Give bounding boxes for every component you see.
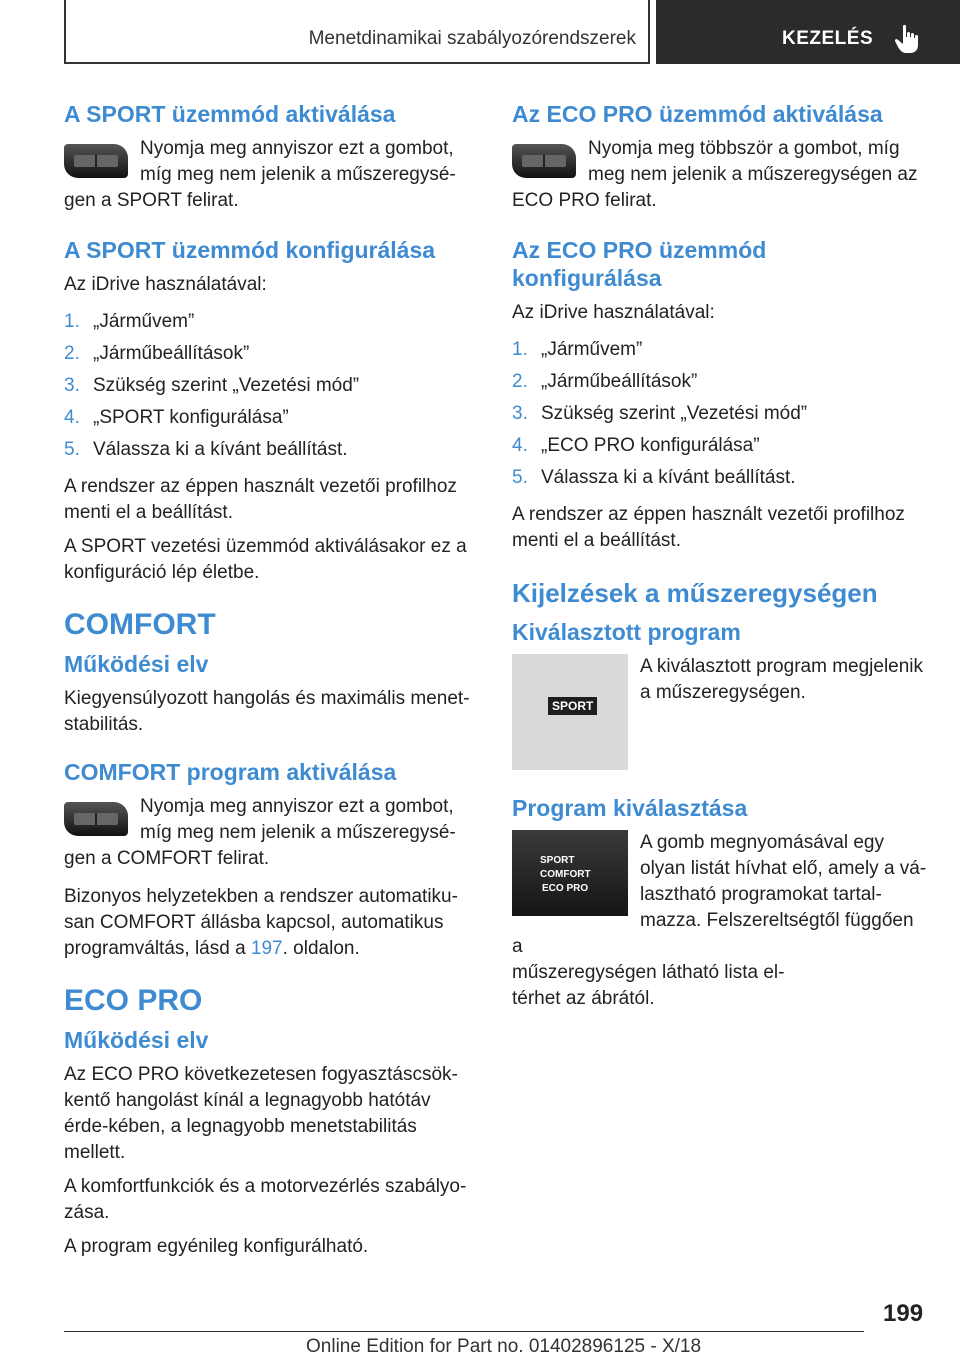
eco-config-intro: Az iDrive használatával: (512, 302, 715, 323)
comfort-title: COMFORT (64, 608, 216, 641)
eco-config-para-1: A rendszer az éppen használt vezetői profilhoz menti el a beállítást. (512, 504, 905, 551)
step-number: 2. (512, 371, 528, 392)
driving-mode-button-icon (64, 144, 128, 178)
hand-pointer-icon (894, 24, 920, 54)
list-item (512, 430, 928, 462)
left-column (64, 100, 480, 1268)
step-text: „Járművem” (93, 311, 195, 332)
list-item (512, 334, 928, 366)
comfort-activate-text-3: gen a COMFORT felirat. (64, 848, 270, 869)
sport-config-para-1: A rendszer az éppen használt vezetői profilhoz menti el a beállítást. (64, 476, 457, 523)
comfort-auto-text: Bizonyos helyzetekben a rendszer automatiku‐san COMFORT állásba kapcsol, automatikus programváltás, lásd a (64, 886, 458, 959)
step-number: 1. (512, 339, 528, 360)
step-text: „Járművem” (541, 339, 643, 360)
program-list-item: SPORT (540, 855, 575, 866)
step-text: „SPORT konfigurálása” (93, 407, 289, 428)
sport-activate-text-2: míg meg nem jelenik a műszeregysé‐ (140, 164, 456, 185)
eco-principle-heading: Működési elv (64, 1027, 209, 1053)
sport-config-heading: A SPORT üzemmód konfigurálása (64, 237, 436, 263)
program-select-text-5: műszeregységen látható lista el‐ (512, 962, 785, 983)
step-text: Válassza ki a kívánt beállítást. (541, 467, 796, 488)
sport-activate-heading: A SPORT üzemmód aktiválása (64, 101, 396, 127)
list-item (512, 462, 928, 494)
program-list-item: ECO PRO (542, 883, 589, 894)
step-number: 3. (512, 403, 528, 424)
section-tab[interactable] (656, 0, 960, 64)
eco-activate-text-1: Nyomja meg többször a gombot, míg (588, 138, 900, 159)
step-text: „Járműbeállítások” (93, 343, 250, 364)
selected-program-block (512, 654, 928, 774)
selected-program-text: A kiválasztott program megjelenik a műszeregységen. (640, 656, 924, 703)
program-select-text-3: lasztható programokat tartal‐ (640, 884, 882, 905)
sport-activate-text-1: Nyomja meg annyiszor ezt a gombot, (140, 138, 454, 159)
program-select-text-4: mazza. Felszereltségtől függően a (512, 910, 914, 957)
right-column (512, 100, 928, 1012)
program-list-item: COMFORT (540, 869, 591, 880)
step-text: „Járműbeállítások” (541, 371, 698, 392)
comfort-activate-heading: COMFORT program aktiválása (64, 759, 397, 785)
eco-activate-text-3: ECO PRO felirat. (512, 190, 657, 211)
step-text: Válassza ki a kívánt beállítást. (93, 439, 348, 460)
sport-config-para-2: A SPORT vezetési üzemmód aktiválásakor ez a konfiguráció lép életbe. (64, 536, 467, 583)
program-select-text-1: A gomb megnyomásával egy (640, 832, 884, 853)
eco-para-3: A program egyénileg konfigurálható. (64, 1236, 369, 1257)
eco-config-heading: Az ECO PRO üzemmód konfigurálása (512, 237, 767, 291)
step-text: Szükség szerint „Vezetési mód” (93, 375, 360, 396)
comfort-principle-heading: Működési elv (64, 651, 209, 677)
section-tab-label: KEZELÉS (782, 28, 874, 49)
sport-config-intro: Az iDrive használatával: (64, 274, 267, 295)
program-list-image (512, 830, 628, 916)
comfort-activate-text-1: Nyomja meg annyiszor ezt a gombot, (140, 796, 454, 817)
step-text: Szükség szerint „Vezetési mód” (541, 403, 808, 424)
comfort-auto-text-end: . oldalon. (282, 938, 360, 959)
step-number: 4. (512, 435, 528, 456)
driving-mode-button-icon (64, 802, 128, 836)
step-number: 4. (64, 407, 80, 428)
list-item (64, 306, 480, 338)
eco-para-2: A komfortfunkciók és a motorvezérlés szabályo‐zása. (64, 1176, 467, 1223)
comfort-auto-paragraph (64, 884, 480, 962)
comfort-activate-text-2: míg meg nem jelenik a műszeregysé‐ (140, 822, 456, 843)
comfort-activate-block (64, 794, 480, 872)
display-title: Kijelzések a műszeregységen (512, 578, 878, 608)
list-item (64, 402, 480, 434)
step-text: „ECO PRO konfigurálása” (541, 435, 760, 456)
instrument-cluster-image (512, 654, 628, 770)
page-reference-link[interactable]: 197 (250, 938, 283, 959)
driving-mode-button-icon (512, 144, 576, 178)
eco-activate-block (512, 136, 928, 214)
program-select-heading: Program kiválasztása (512, 795, 748, 821)
eco-activate-heading: Az ECO PRO üzemmód aktiválása (512, 101, 883, 127)
sport-activate-block (64, 136, 480, 214)
program-select-block (512, 830, 928, 1012)
list-item (512, 398, 928, 430)
sport-config-steps (64, 306, 480, 466)
step-number: 3. (64, 375, 80, 396)
step-number: 1. (64, 311, 80, 332)
eco-activate-text-2: meg nem jelenik a műszeregységen az (588, 164, 918, 185)
page-number: 199 (883, 1300, 924, 1327)
eco-title: ECO PRO (64, 984, 203, 1017)
program-select-text-2: olyan listát hívhat elő, amely a vá‐ (640, 858, 927, 879)
sport-display-label: SPORT (548, 697, 597, 715)
list-item (512, 366, 928, 398)
selected-program-heading: Kiválasztott program (512, 619, 741, 645)
sport-activate-text-3: gen a SPORT felirat. (64, 190, 239, 211)
program-select-text-6: térhet az ábrától. (512, 988, 655, 1009)
list-item (64, 434, 480, 466)
comfort-principle-text: Kiegyensúlyozott hangolás és maximális menet‐stabilitás. (64, 688, 470, 735)
footer-divider (64, 1331, 864, 1332)
step-number: 5. (512, 467, 528, 488)
edition-note: Online Edition for Part no. 01402896125 - X/18 (306, 1336, 702, 1357)
list-item (64, 370, 480, 402)
eco-principle-text: Az ECO PRO következetesen fogyasztáscsök‐kentő hangolást kínál a legnagyobb hatótáv érde‐kében, a legnagyobb menetstabilitás mellett. (64, 1064, 458, 1163)
eco-config-steps (512, 334, 928, 494)
chapter-title: Menetdinamikai szabályozórendszerek (308, 28, 636, 49)
step-number: 2. (64, 343, 80, 364)
list-item (64, 338, 480, 370)
step-number: 5. (64, 439, 80, 460)
